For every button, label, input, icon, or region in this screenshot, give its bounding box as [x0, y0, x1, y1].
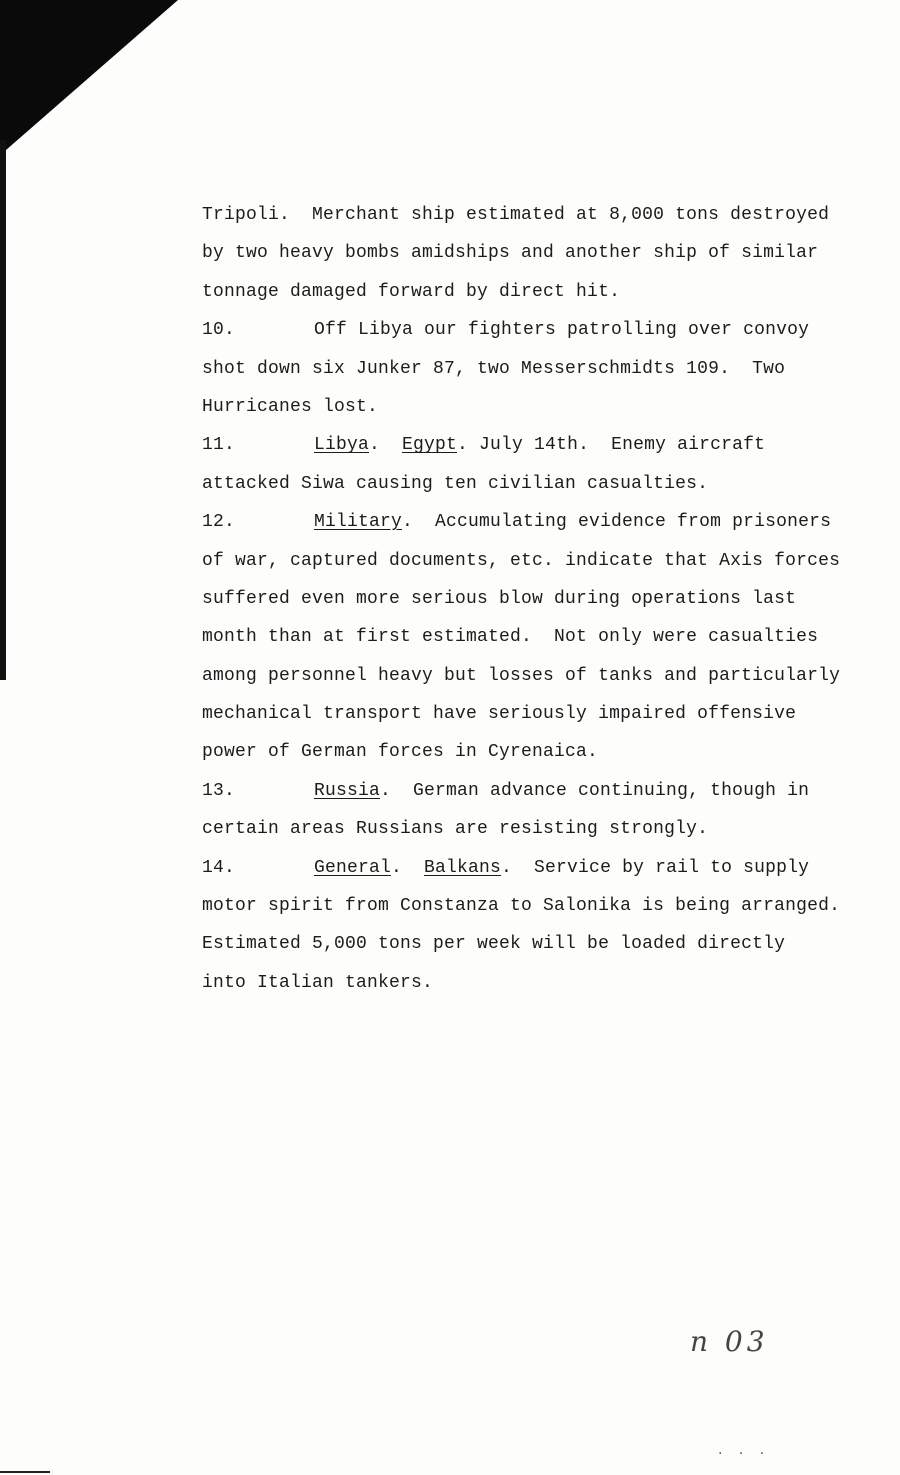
text-line: Estimated 5,000 tons per week will be loaded directly — [202, 934, 786, 955]
text-line: attacked Siwa causing ten civilian casualties. — [202, 473, 709, 494]
text-line: power of German forces in Cyrenaica. — [202, 742, 599, 763]
text-span: . — [391, 857, 425, 878]
paragraph-number: 13. — [202, 780, 236, 801]
paragraph-number: 12. — [202, 512, 236, 533]
text-line: by two heavy bombs amidships and another ship of similar — [202, 243, 819, 264]
heading-libya: Libya — [314, 435, 370, 456]
paragraph-number: 14. — [202, 857, 236, 878]
bottom-edge-mark — [0, 1471, 50, 1473]
text-line: Tripoli. Merchant ship estimated at 8,000 tons destroyed — [202, 205, 830, 225]
text-span: . German advance continuing, though in — [380, 780, 810, 801]
document-body — [202, 196, 892, 1002]
text-line: motor spirit from Constanza to Salonika is being arranged. — [202, 896, 841, 917]
text-span: . Service by rail to supply — [501, 857, 810, 878]
text-line: among personnel heavy but losses of tanks and particularly — [202, 665, 841, 686]
paragraph-number: 10. — [202, 320, 236, 341]
text-line: mechanical transport have seriously impaired offensive — [202, 704, 797, 725]
text-span: . — [369, 435, 403, 456]
text-line: of war, captured documents, etc. indicate that Axis forces — [202, 550, 841, 571]
heading-military: Military — [314, 512, 403, 533]
text-span: . July 14th. Enemy aircraft — [457, 435, 766, 456]
heading-general: General — [314, 857, 392, 878]
paragraph-11-first-line — [202, 426, 892, 464]
text-line: certain areas Russians are resisting strongly. — [202, 819, 709, 840]
heading-russia: Russia — [314, 780, 381, 801]
text-line: Hurricanes lost. — [202, 396, 379, 417]
text-line: suffered even more serious blow during operations last — [202, 588, 797, 609]
text-line: into Italian tankers. — [202, 972, 434, 993]
paragraph-14-first-line — [202, 849, 892, 887]
corner-blackout — [0, 0, 178, 160]
heading-balkans: Balkans — [424, 857, 502, 878]
text-line: month than at first estimated. Not only were casualties — [202, 627, 819, 648]
text-line: tonnage damaged forward by direct hit. — [202, 281, 621, 302]
handwritten-page-number: n 03 — [690, 1325, 769, 1358]
paragraph-12-first-line — [202, 503, 892, 541]
left-edge-mark — [0, 140, 6, 680]
text-line: shot down six Junker 87, two Messerschmidts 109. Two — [202, 358, 786, 379]
paragraph-13-first-line — [202, 772, 892, 810]
paragraph-10-first-line — [202, 311, 892, 349]
heading-egypt: Egypt — [402, 435, 458, 456]
scan-specks: · · · — [718, 1446, 771, 1462]
text-span: Off Libya our fighters patrolling over convoy — [314, 320, 810, 341]
paragraph-number: 11. — [202, 435, 236, 456]
text-span: . Accumulating evidence from prisoners — [402, 512, 832, 533]
